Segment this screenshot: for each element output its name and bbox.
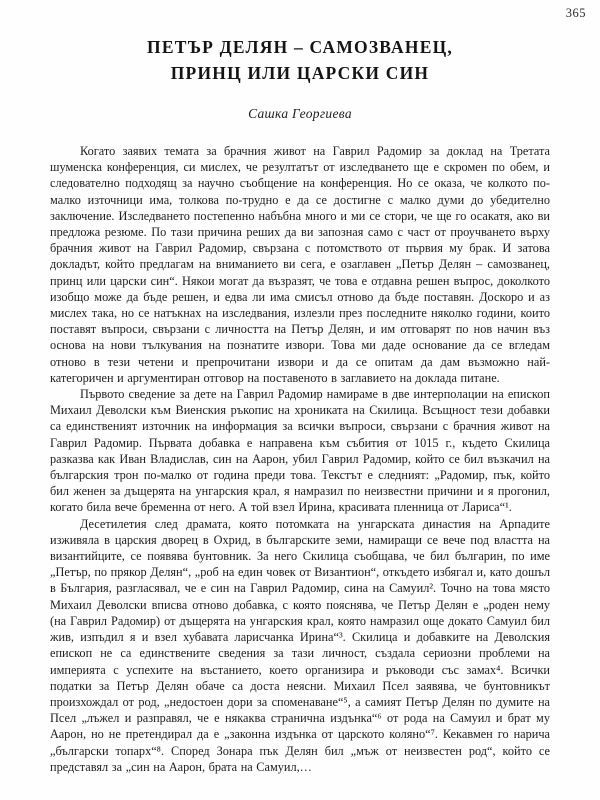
article-title-line-1: ПЕТЪР ДЕЛЯН – САМОЗВАНЕЦ, bbox=[147, 37, 453, 57]
page-number: 365 bbox=[565, 6, 586, 20]
article-body bbox=[50, 143, 550, 775]
paragraph-intro: Когато заявих темата за брачния живот на Гаврил Радомир за доклад на Третата шуменска конференция, си мислех, че резултатът от изследването ще е скромен по обем, и следователно подходящ за научно съобщение на конференция. Но се оказа, че колкото по-малко източници има, толкова по-трудно е да се достигне с малко думи до убедително заключение. Изследването постепенно набъбна много и ми се стори, че ще го осакатя, ако ви предложа резюме. По тази причина реших да ви запозная само с част от проучването върху брачния живот на Гаврил Радомир, свързана с потомството от първия му брак. И затова докладът, който предлагам на вниманието ви сега, е озаглавен „Петър Делян – самозванец, принц или царски син“. Някои могат да възразят, че това е отдавна решен въпрос, доколкото изобщо може да бъде решен, и едва ли има смисъл отново да бъде поставян. Доскоро и аз мислех така, но се натъкнах на изследвания, излезли през последните няколко години, които поставят въпроси, свързани с личността на Петър Делян, и им отговарят по нов начин въз основа на нови тълкувания на познатите извори. Това ми даде основание да се вгледам отново в тези четени и препрочитани извори и да се опитам да дам възможно най-категоричен и аргументиран отговор на поставеното в заглавието на доклада питане. bbox=[50, 144, 550, 385]
paragraph-rebel-accounts: Десетилетия след драмата, която потомката на унгарската династия на Арпадите изживяла в царския дворец в Охрид, в българските земи, намиращи се вече под властта на византийците, се появява бунтовник. За него Скилица съобщава, че бил българин, по име „Петър, по прякор Делян“, „роб на един човек от Византион“, откъдето избягал и, като дошъл в България, разгласявал, че е син на Гаврил Радомир, сина на Самуил². Точно на това място Михаил Деволски вписва отново добавка, с която пояснява, че Петър Делян е „роден нему (на Гаврил Радомир) от дъщерята на унгарския крал, която намразил още докато Самуил бил жив, изпъдил я и взел хубавата ларисчанка Ирина“³. Скилица и добавките на Деволския епископ не са единствените сведения за тази личност, създала сериозни проблеми на империята с успехите на въстанието, което организира и ръководи със замах⁴. Всички податки за Петър Делян обаче са доста неясни. Михаил Псел заявява, че бунтовникът произхождал от род, „недостоен дори за споменаване“⁵, а самият Петър Делян по думите на Псел „лъжел и разправял, че е някаква странична издънка“⁶ от рода на Самуил и брат му Аарон, но не претендирал да е „законна издънка от царското коляно“⁷. Кекавмен го нарича „български топарх“⁸. Според Зонара пък Делян бил „мъж от неизвестен род“, който се представял за „син на Аарон, брата на Самуил,… bbox=[50, 516, 550, 774]
article-title bbox=[0, 34, 600, 86]
author-name: Сашка Георгиева bbox=[248, 106, 352, 121]
paragraph-first-source: Първото сведение за дете на Гаврил Радомир намираме в две интерполации на епископ Михаил Деволски към Виенския ръкопис на хрониката на Скилица. Всъщност тези добавки са единственият източник на информация за всички въпроси, свързани с брачния живот на Гаврил Радомир. Първата добавка е направена към събития от 1015 г., където Скилица разказва как Иван Владислав, син на Аарон, убил Гаврил Радомир, който се бил възкачил на българския трон по-малко от година преди това. Текстът е следният: „Радомир, пък, който бил женен за дъщерята на унгарския крал, я намразил по неизвестни причини и я прогонил, когато била вече бременна от него. А той взел Ирина, красивата пленница от Лариса“¹. bbox=[50, 387, 550, 515]
article-title-line-2: ПРИНЦ ИЛИ ЦАРСКИ СИН bbox=[170, 63, 430, 83]
